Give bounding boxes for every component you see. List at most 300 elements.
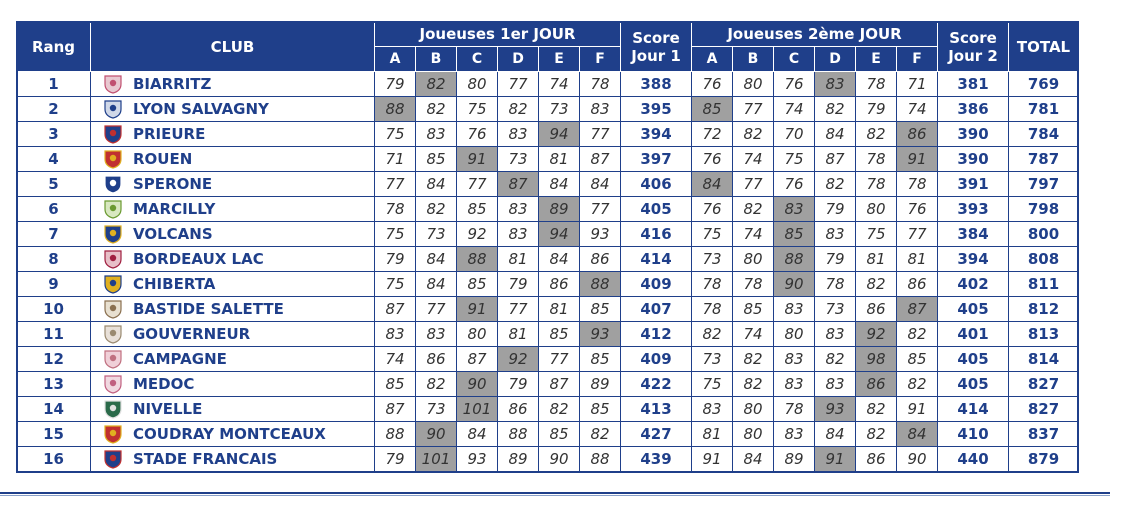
jour2-header: Joueuses 2ème JOUR <box>692 22 938 47</box>
score-d-jour2: 82 <box>815 97 856 122</box>
score-f-jour1: 82 <box>580 422 621 447</box>
total-cell: 787 <box>1009 147 1079 172</box>
score-e-jour1: 85 <box>539 422 580 447</box>
table-row <box>17 322 1079 347</box>
score-c-jour2: 83 <box>774 422 815 447</box>
prieure-logo <box>101 124 125 144</box>
score-jour1-cell: 413 <box>621 397 692 422</box>
score-a-jour2: 81 <box>692 422 733 447</box>
score-d-jour2: 93 <box>815 397 856 422</box>
score-d-jour1: 81 <box>498 247 539 272</box>
score-d-jour2: 73 <box>815 297 856 322</box>
score-jour1-cell: 439 <box>621 447 692 472</box>
score-c-jour1: 101 <box>457 397 498 422</box>
table-row <box>17 297 1079 322</box>
club-cell <box>91 322 375 347</box>
score-f-jour2: 74 <box>897 97 938 122</box>
score-c-jour1: 85 <box>457 272 498 297</box>
score-c-jour2: 76 <box>774 172 815 197</box>
table-row <box>17 397 1079 422</box>
score-b-jour1: 73 <box>416 222 457 247</box>
score-d-jour1: 86 <box>498 397 539 422</box>
total-cell: 811 <box>1009 272 1079 297</box>
score-d-jour1: 89 <box>498 447 539 472</box>
table-row <box>17 422 1079 447</box>
score-jour2-cell: 402 <box>938 272 1009 297</box>
club-name: CHIBERTA <box>133 275 216 293</box>
score-b-jour1: 82 <box>416 197 457 222</box>
score-c-jour1: 91 <box>457 297 498 322</box>
score-e-jour2: 78 <box>856 172 897 197</box>
club-name: SPERONE <box>133 175 213 193</box>
score-a-jour1: 85 <box>375 372 416 397</box>
rang-cell: 11 <box>17 322 91 347</box>
score-e-jour2: 82 <box>856 272 897 297</box>
score-a-jour1: 75 <box>375 272 416 297</box>
player-a-jour1-header: A <box>375 47 416 72</box>
club-cell <box>91 347 375 372</box>
table-row <box>17 97 1079 122</box>
score-d-jour2: 82 <box>815 347 856 372</box>
score-d-jour2: 79 <box>815 197 856 222</box>
score-e-jour1: 94 <box>539 122 580 147</box>
player-a-jour2-header: A <box>692 47 733 72</box>
total-cell: 808 <box>1009 247 1079 272</box>
rang-cell: 10 <box>17 297 91 322</box>
score-d-jour1: 81 <box>498 322 539 347</box>
score-c-jour2: 76 <box>774 72 815 97</box>
club-name: BASTIDE SALETTE <box>133 300 284 318</box>
score-e-jour1: 74 <box>539 72 580 97</box>
score-jour2-cell: 390 <box>938 122 1009 147</box>
results-table <box>16 21 1079 472</box>
score-jour1-cell: 407 <box>621 297 692 322</box>
score-d-jour1: 79 <box>498 372 539 397</box>
score-f-jour1: 93 <box>580 322 621 347</box>
score-jour2-cell: 405 <box>938 297 1009 322</box>
table-row <box>17 222 1079 247</box>
score-e-jour1: 89 <box>539 197 580 222</box>
score-c-jour2: 83 <box>774 197 815 222</box>
score-f-jour2: 86 <box>897 272 938 297</box>
score-e-jour1: 77 <box>539 347 580 372</box>
score-f-jour2: 87 <box>897 297 938 322</box>
score-e-jour1: 90 <box>539 447 580 472</box>
rang-cell: 8 <box>17 247 91 272</box>
score-d-jour1: 73 <box>498 147 539 172</box>
club-cell <box>91 247 375 272</box>
score-b-jour2: 80 <box>733 397 774 422</box>
table-row <box>17 147 1079 172</box>
score-d-jour2: 84 <box>815 122 856 147</box>
score-a-jour1: 83 <box>375 322 416 347</box>
score-b-jour1: 82 <box>416 97 457 122</box>
score-d-jour1: 83 <box>498 122 539 147</box>
score-c-jour2: 70 <box>774 122 815 147</box>
score-b-jour1: 90 <box>416 422 457 447</box>
score-e-jour2: 82 <box>856 122 897 147</box>
total-cell: 812 <box>1009 297 1079 322</box>
score-e-jour2: 81 <box>856 247 897 272</box>
score-b-jour2: 77 <box>733 97 774 122</box>
bottom-divider-thin <box>0 495 1110 496</box>
chiberta-logo <box>101 274 125 294</box>
score-jour2-cell: 386 <box>938 97 1009 122</box>
total-cell: 813 <box>1009 322 1079 347</box>
score-a-jour2: 72 <box>692 122 733 147</box>
score-jour1-cell: 405 <box>621 197 692 222</box>
total-cell: 827 <box>1009 372 1079 397</box>
score-jour1-cell: 394 <box>621 122 692 147</box>
score-d-jour2: 83 <box>815 322 856 347</box>
rang-cell: 2 <box>17 97 91 122</box>
score-f-jour2: 78 <box>897 172 938 197</box>
volcans-logo <box>101 224 125 244</box>
rang-cell: 16 <box>17 447 91 472</box>
rang-cell: 14 <box>17 397 91 422</box>
score-a-jour1: 77 <box>375 172 416 197</box>
score-a-jour1: 87 <box>375 297 416 322</box>
sperone-logo <box>101 174 125 194</box>
player-b-jour1-header: B <box>416 47 457 72</box>
score-jour2-cell: 405 <box>938 347 1009 372</box>
score-e-jour2: 92 <box>856 322 897 347</box>
nivelle-logo <box>101 399 125 419</box>
score-f-jour2: 76 <box>897 197 938 222</box>
score-a-jour1: 78 <box>375 197 416 222</box>
score-jour1-cell: 409 <box>621 272 692 297</box>
player-c-jour1-header: C <box>457 47 498 72</box>
score-d-jour1: 79 <box>498 272 539 297</box>
coudray-montceaux-logo <box>101 424 125 444</box>
score-jour2-cell: 381 <box>938 72 1009 97</box>
score-d-jour2: 87 <box>815 147 856 172</box>
score-e-jour2: 78 <box>856 147 897 172</box>
score-e-jour2: 86 <box>856 372 897 397</box>
score-c-jour1: 87 <box>457 347 498 372</box>
score-e-jour2: 82 <box>856 422 897 447</box>
table-row <box>17 247 1079 272</box>
club-name: STADE FRANCAIS <box>133 450 278 468</box>
score-f-jour2: 91 <box>897 147 938 172</box>
club-cell <box>91 197 375 222</box>
score-c-jour1: 92 <box>457 222 498 247</box>
score-d-jour1: 77 <box>498 72 539 97</box>
medoc-logo <box>101 374 125 394</box>
rang-cell: 5 <box>17 172 91 197</box>
rouen-logo <box>101 149 125 169</box>
rang-cell: 9 <box>17 272 91 297</box>
score-b-jour2: 85 <box>733 297 774 322</box>
score-a-jour1: 88 <box>375 422 416 447</box>
club-name: BIARRITZ <box>133 75 212 93</box>
score-b-jour2: 80 <box>733 247 774 272</box>
score-b-jour2: 74 <box>733 322 774 347</box>
gouverneur-logo <box>101 324 125 344</box>
bordeaux-lac-logo <box>101 249 125 269</box>
score-e-jour1: 81 <box>539 147 580 172</box>
score-b-jour1: 73 <box>416 397 457 422</box>
score-a-jour2: 82 <box>692 322 733 347</box>
score-a-jour1: 79 <box>375 447 416 472</box>
score-b-jour2: 82 <box>733 197 774 222</box>
score-d-jour2: 84 <box>815 422 856 447</box>
score-c-jour2: 90 <box>774 272 815 297</box>
score-f-jour2: 85 <box>897 347 938 372</box>
table-row <box>17 347 1079 372</box>
results-table-wrapper <box>16 21 1079 472</box>
score-jour2-cell: 440 <box>938 447 1009 472</box>
score-e-jour1: 94 <box>539 222 580 247</box>
score-c-jour2: 85 <box>774 222 815 247</box>
score-b-jour2: 77 <box>733 172 774 197</box>
score-d-jour2: 79 <box>815 247 856 272</box>
score-a-jour2: 76 <box>692 197 733 222</box>
score-f-jour1: 88 <box>580 272 621 297</box>
score-b-jour1: 84 <box>416 172 457 197</box>
score-c-jour2: 78 <box>774 397 815 422</box>
score-b-jour1: 101 <box>416 447 457 472</box>
score-c-jour2: 83 <box>774 347 815 372</box>
score-a-jour2: 76 <box>692 72 733 97</box>
score-d-jour2: 78 <box>815 272 856 297</box>
club-cell <box>91 272 375 297</box>
score-c-jour2: 83 <box>774 297 815 322</box>
score-b-jour1: 82 <box>416 72 457 97</box>
score-e-jour2: 86 <box>856 447 897 472</box>
score-f-jour1: 89 <box>580 372 621 397</box>
club-name: MEDOC <box>133 375 195 393</box>
score-jour1-cell: 416 <box>621 222 692 247</box>
club-name: BORDEAUX LAC <box>133 250 264 268</box>
score-e-jour1: 82 <box>539 397 580 422</box>
score-d-jour1: 77 <box>498 297 539 322</box>
score-b-jour1: 84 <box>416 272 457 297</box>
score-a-jour2: 84 <box>692 172 733 197</box>
score-a-jour2: 78 <box>692 272 733 297</box>
score-c-jour2: 89 <box>774 447 815 472</box>
score-b-jour2: 82 <box>733 372 774 397</box>
rang-cell: 12 <box>17 347 91 372</box>
score-a-jour1: 75 <box>375 122 416 147</box>
score-jour2-cell: 390 <box>938 147 1009 172</box>
club-cell <box>91 147 375 172</box>
score-d-jour1: 83 <box>498 197 539 222</box>
club-name: VOLCANS <box>133 225 213 243</box>
score-f-jour2: 81 <box>897 247 938 272</box>
score-e-jour1: 84 <box>539 247 580 272</box>
score-a-jour2: 91 <box>692 447 733 472</box>
score-b-jour2: 78 <box>733 272 774 297</box>
rang-cell: 7 <box>17 222 91 247</box>
score-a-jour2: 78 <box>692 297 733 322</box>
club-name: MARCILLY <box>133 200 216 218</box>
club-cell <box>91 97 375 122</box>
score-c-jour2: 88 <box>774 247 815 272</box>
score-f-jour2: 86 <box>897 122 938 147</box>
score-f-jour2: 82 <box>897 372 938 397</box>
score-a-jour2: 76 <box>692 147 733 172</box>
club-name: PRIEURE <box>133 125 206 143</box>
table-row <box>17 72 1079 97</box>
lyon-salvagny-logo <box>101 99 125 119</box>
score-jour1-cell: 406 <box>621 172 692 197</box>
score-d-jour2: 91 <box>815 447 856 472</box>
score-b-jour2: 80 <box>733 422 774 447</box>
score-a-jour2: 75 <box>692 222 733 247</box>
table-row <box>17 447 1079 472</box>
score-f-jour1: 85 <box>580 347 621 372</box>
club-cell <box>91 172 375 197</box>
score-c-jour2: 74 <box>774 97 815 122</box>
total-cell: 769 <box>1009 72 1079 97</box>
club-name: GOUVERNEUR <box>133 325 251 343</box>
score-f-jour1: 93 <box>580 222 621 247</box>
score-e-jour1: 85 <box>539 322 580 347</box>
total-cell: 837 <box>1009 422 1079 447</box>
score-jour2-cell: 401 <box>938 322 1009 347</box>
rang-cell: 6 <box>17 197 91 222</box>
score-jour2-cell: 394 <box>938 247 1009 272</box>
score-f-jour1: 77 <box>580 197 621 222</box>
score-jour2-cell: 414 <box>938 397 1009 422</box>
score-f-jour1: 88 <box>580 447 621 472</box>
score-d-jour1: 88 <box>498 422 539 447</box>
score-d-jour2: 83 <box>815 72 856 97</box>
score-a-jour2: 75 <box>692 372 733 397</box>
score-f-jour1: 85 <box>580 397 621 422</box>
total-cell: 879 <box>1009 447 1079 472</box>
score-a-jour1: 88 <box>375 97 416 122</box>
score-b-jour2: 74 <box>733 222 774 247</box>
marcilly-logo <box>101 199 125 219</box>
score-c-jour1: 85 <box>457 197 498 222</box>
player-d-jour1-header: D <box>498 47 539 72</box>
score-f-jour1: 78 <box>580 72 621 97</box>
score-e-jour2: 80 <box>856 197 897 222</box>
club-cell <box>91 422 375 447</box>
club-name: LYON SALVAGNY <box>133 100 269 118</box>
club-cell <box>91 222 375 247</box>
score-b-jour2: 82 <box>733 347 774 372</box>
score-d-jour2: 82 <box>815 172 856 197</box>
total-cell: 784 <box>1009 122 1079 147</box>
table-row <box>17 197 1079 222</box>
score-f-jour1: 83 <box>580 97 621 122</box>
biarritz-logo <box>101 74 125 94</box>
player-f-jour2-header: F <box>897 47 938 72</box>
club-cell <box>91 372 375 397</box>
score-b-jour1: 85 <box>416 147 457 172</box>
score-a-jour1: 79 <box>375 247 416 272</box>
score-f-jour2: 77 <box>897 222 938 247</box>
score-e-jour1: 84 <box>539 172 580 197</box>
score-a-jour2: 73 <box>692 347 733 372</box>
score-e-jour1: 73 <box>539 97 580 122</box>
score-e-jour2: 78 <box>856 72 897 97</box>
score-d-jour1: 83 <box>498 222 539 247</box>
score-c-jour1: 90 <box>457 372 498 397</box>
club-cell <box>91 72 375 97</box>
rang-header: Rang <box>17 22 91 72</box>
score-jour1-cell: 397 <box>621 147 692 172</box>
score-f-jour2: 90 <box>897 447 938 472</box>
score-jour1-cell: 409 <box>621 347 692 372</box>
score-c-jour1: 91 <box>457 147 498 172</box>
total-header: TOTAL <box>1009 22 1079 72</box>
score-b-jour2: 74 <box>733 147 774 172</box>
jour1-header: Joueuses 1er JOUR <box>375 22 621 47</box>
total-cell: 814 <box>1009 347 1079 372</box>
score-a-jour1: 71 <box>375 147 416 172</box>
table-row <box>17 122 1079 147</box>
score-c-jour1: 93 <box>457 447 498 472</box>
score-jour2-header: Score Jour 2 <box>938 22 1009 72</box>
bastide-salette-logo <box>101 299 125 319</box>
total-cell: 827 <box>1009 397 1079 422</box>
player-c-jour2-header: C <box>774 47 815 72</box>
score-jour1-header: Score Jour 1 <box>621 22 692 72</box>
score-a-jour1: 75 <box>375 222 416 247</box>
rang-cell: 4 <box>17 147 91 172</box>
score-c-jour1: 76 <box>457 122 498 147</box>
score-d-jour2: 83 <box>815 222 856 247</box>
score-b-jour1: 84 <box>416 247 457 272</box>
stade-francais-logo <box>101 449 125 469</box>
score-jour2-cell: 393 <box>938 197 1009 222</box>
score-c-jour2: 83 <box>774 372 815 397</box>
rang-cell: 3 <box>17 122 91 147</box>
score-b-jour1: 77 <box>416 297 457 322</box>
total-cell: 797 <box>1009 172 1079 197</box>
score-e-jour2: 98 <box>856 347 897 372</box>
score-c-jour1: 75 <box>457 97 498 122</box>
score-jour1-cell: 414 <box>621 247 692 272</box>
club-header: CLUB <box>91 22 375 72</box>
club-name: CAMPAGNE <box>133 350 227 368</box>
score-a-jour1: 74 <box>375 347 416 372</box>
score-a-jour2: 85 <box>692 97 733 122</box>
score-e-jour1: 81 <box>539 297 580 322</box>
club-cell <box>91 122 375 147</box>
total-cell: 781 <box>1009 97 1079 122</box>
player-e-jour1-header: E <box>539 47 580 72</box>
total-cell: 798 <box>1009 197 1079 222</box>
score-d-jour1: 92 <box>498 347 539 372</box>
score-jour1-cell: 422 <box>621 372 692 397</box>
club-name: ROUEN <box>133 150 193 168</box>
score-f-jour2: 71 <box>897 72 938 97</box>
score-e-jour2: 82 <box>856 397 897 422</box>
campagne-logo <box>101 349 125 369</box>
player-d-jour2-header: D <box>815 47 856 72</box>
table-row <box>17 172 1079 197</box>
score-f-jour1: 86 <box>580 247 621 272</box>
score-f-jour2: 91 <box>897 397 938 422</box>
score-c-jour1: 80 <box>457 72 498 97</box>
player-b-jour2-header: B <box>733 47 774 72</box>
score-jour2-cell: 410 <box>938 422 1009 447</box>
score-b-jour1: 83 <box>416 322 457 347</box>
club-cell <box>91 297 375 322</box>
bottom-divider <box>0 492 1110 494</box>
score-e-jour2: 75 <box>856 222 897 247</box>
score-f-jour1: 85 <box>580 297 621 322</box>
score-d-jour2: 83 <box>815 372 856 397</box>
rang-cell: 13 <box>17 372 91 397</box>
score-c-jour1: 80 <box>457 322 498 347</box>
score-b-jour1: 82 <box>416 372 457 397</box>
